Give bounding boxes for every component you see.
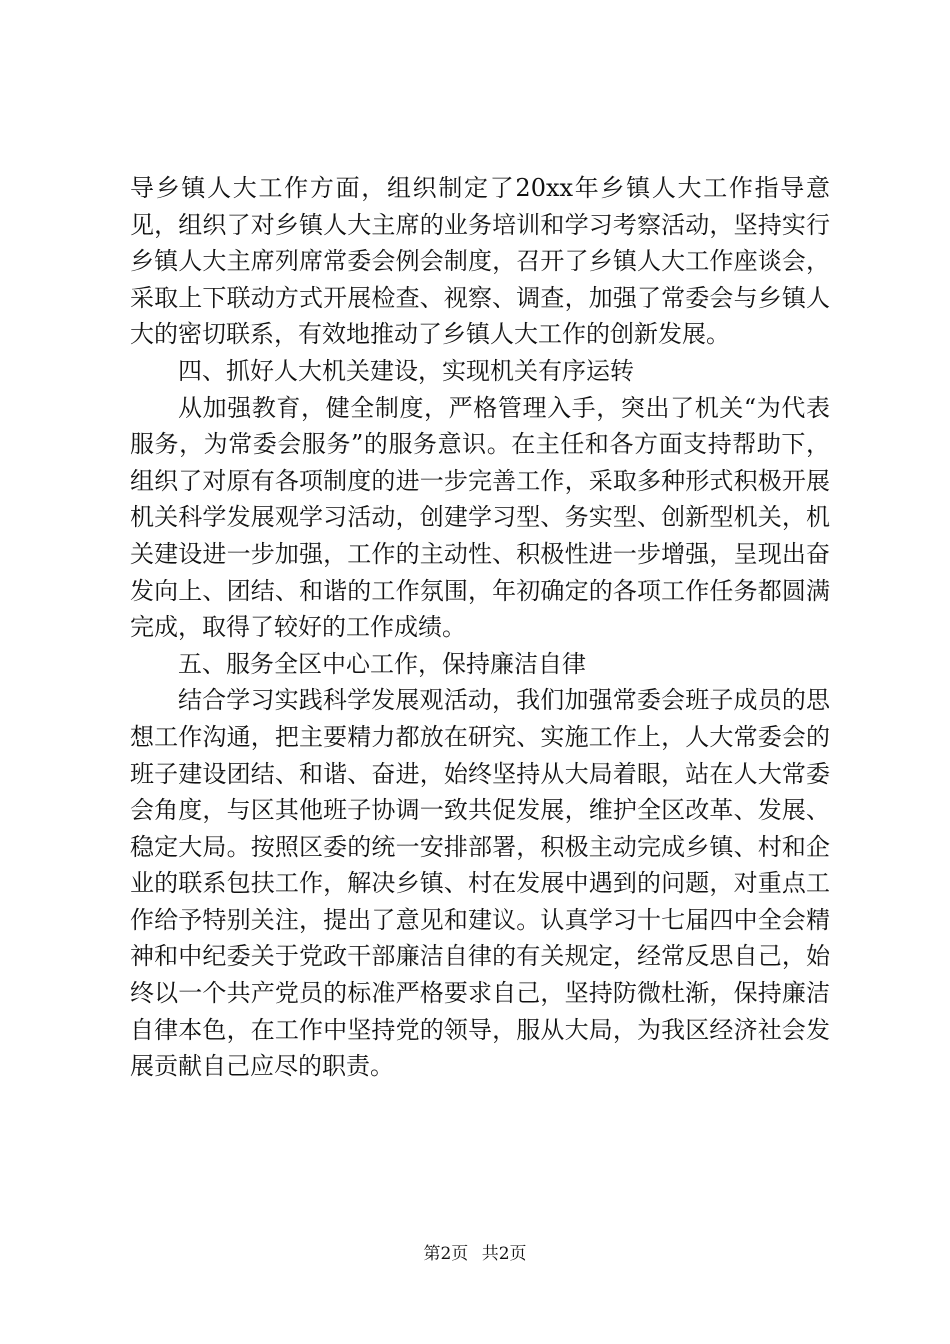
paragraph-continuation: 导乡镇人大工作方面，组织制定了20xx年乡镇人大工作指导意见，组织了对乡镇人大主席的业务培训和学习考察活动，坚持实行乡镇人大主席列席常委会例会制度，召开了乡镇人大工作座谈会，采取上下联动方式开展检查、视察、调查，加强了常委会与乡镇人大的密切联系，有效地推动了乡镇人大工作的创新发展。 (130, 174, 830, 349)
paragraph-integrity: 结合学习实践科学发展观活动，我们加强常委会班子成员的思想工作沟通，把主要精力都放在研究、实施工作上，人大常委会的班子建设团结、和谐、奋进，始终坚持从大局着眼，站在人大常委会角度，与区其他班子协调一致共促发展，维护全区改革、发展、稳定大局。按照区委的统一安排部署，积极主动完成乡镇、村和企业的联系包扶工作，解决乡镇、村在发展中遇到的问题，对重点工作给予特别关注，提出了意见和建议。认真学习十七届四中全会精神和中纪委关于党政干部廉洁自律的有关规定，经常反思自己，始终以一个共产党员的标准严格要求自己，坚持防微杜渐，保持廉洁自律本色，在工作中坚持党的领导，服从大局，为我区经济社会发展贡献自己应尽的职责。 (130, 686, 830, 1081)
page-number: 第2页 (423, 1244, 469, 1264)
section-heading-five: 五、服务全区中心工作，保持廉洁自律 (178, 649, 586, 678)
document-body (130, 170, 830, 1085)
page-total: 共2页 (481, 1244, 527, 1264)
paragraph-organ-building: 从加强教育，健全制度，严格管理入手，突出了机关“为代表服务，为常委会服务”的服务意识。在主任和各方面支持帮助下，组织了对原有各项制度的进一步完善工作，采取多种形式积极开展机关科学发展观学习活动，创建学习型、务实型、创新型机关，机关建设进一步加强，工作的主动性、积极性进一步增强，呈现出奋发向上、团结、和谐的工作氛围，年初确定的各项工作任务都圆满完成，取得了较好的工作成绩。 (130, 393, 830, 642)
section-heading-four: 四、抓好人大机关建设，实现机关有序运转 (178, 356, 634, 385)
page-footer (0, 1242, 950, 1266)
